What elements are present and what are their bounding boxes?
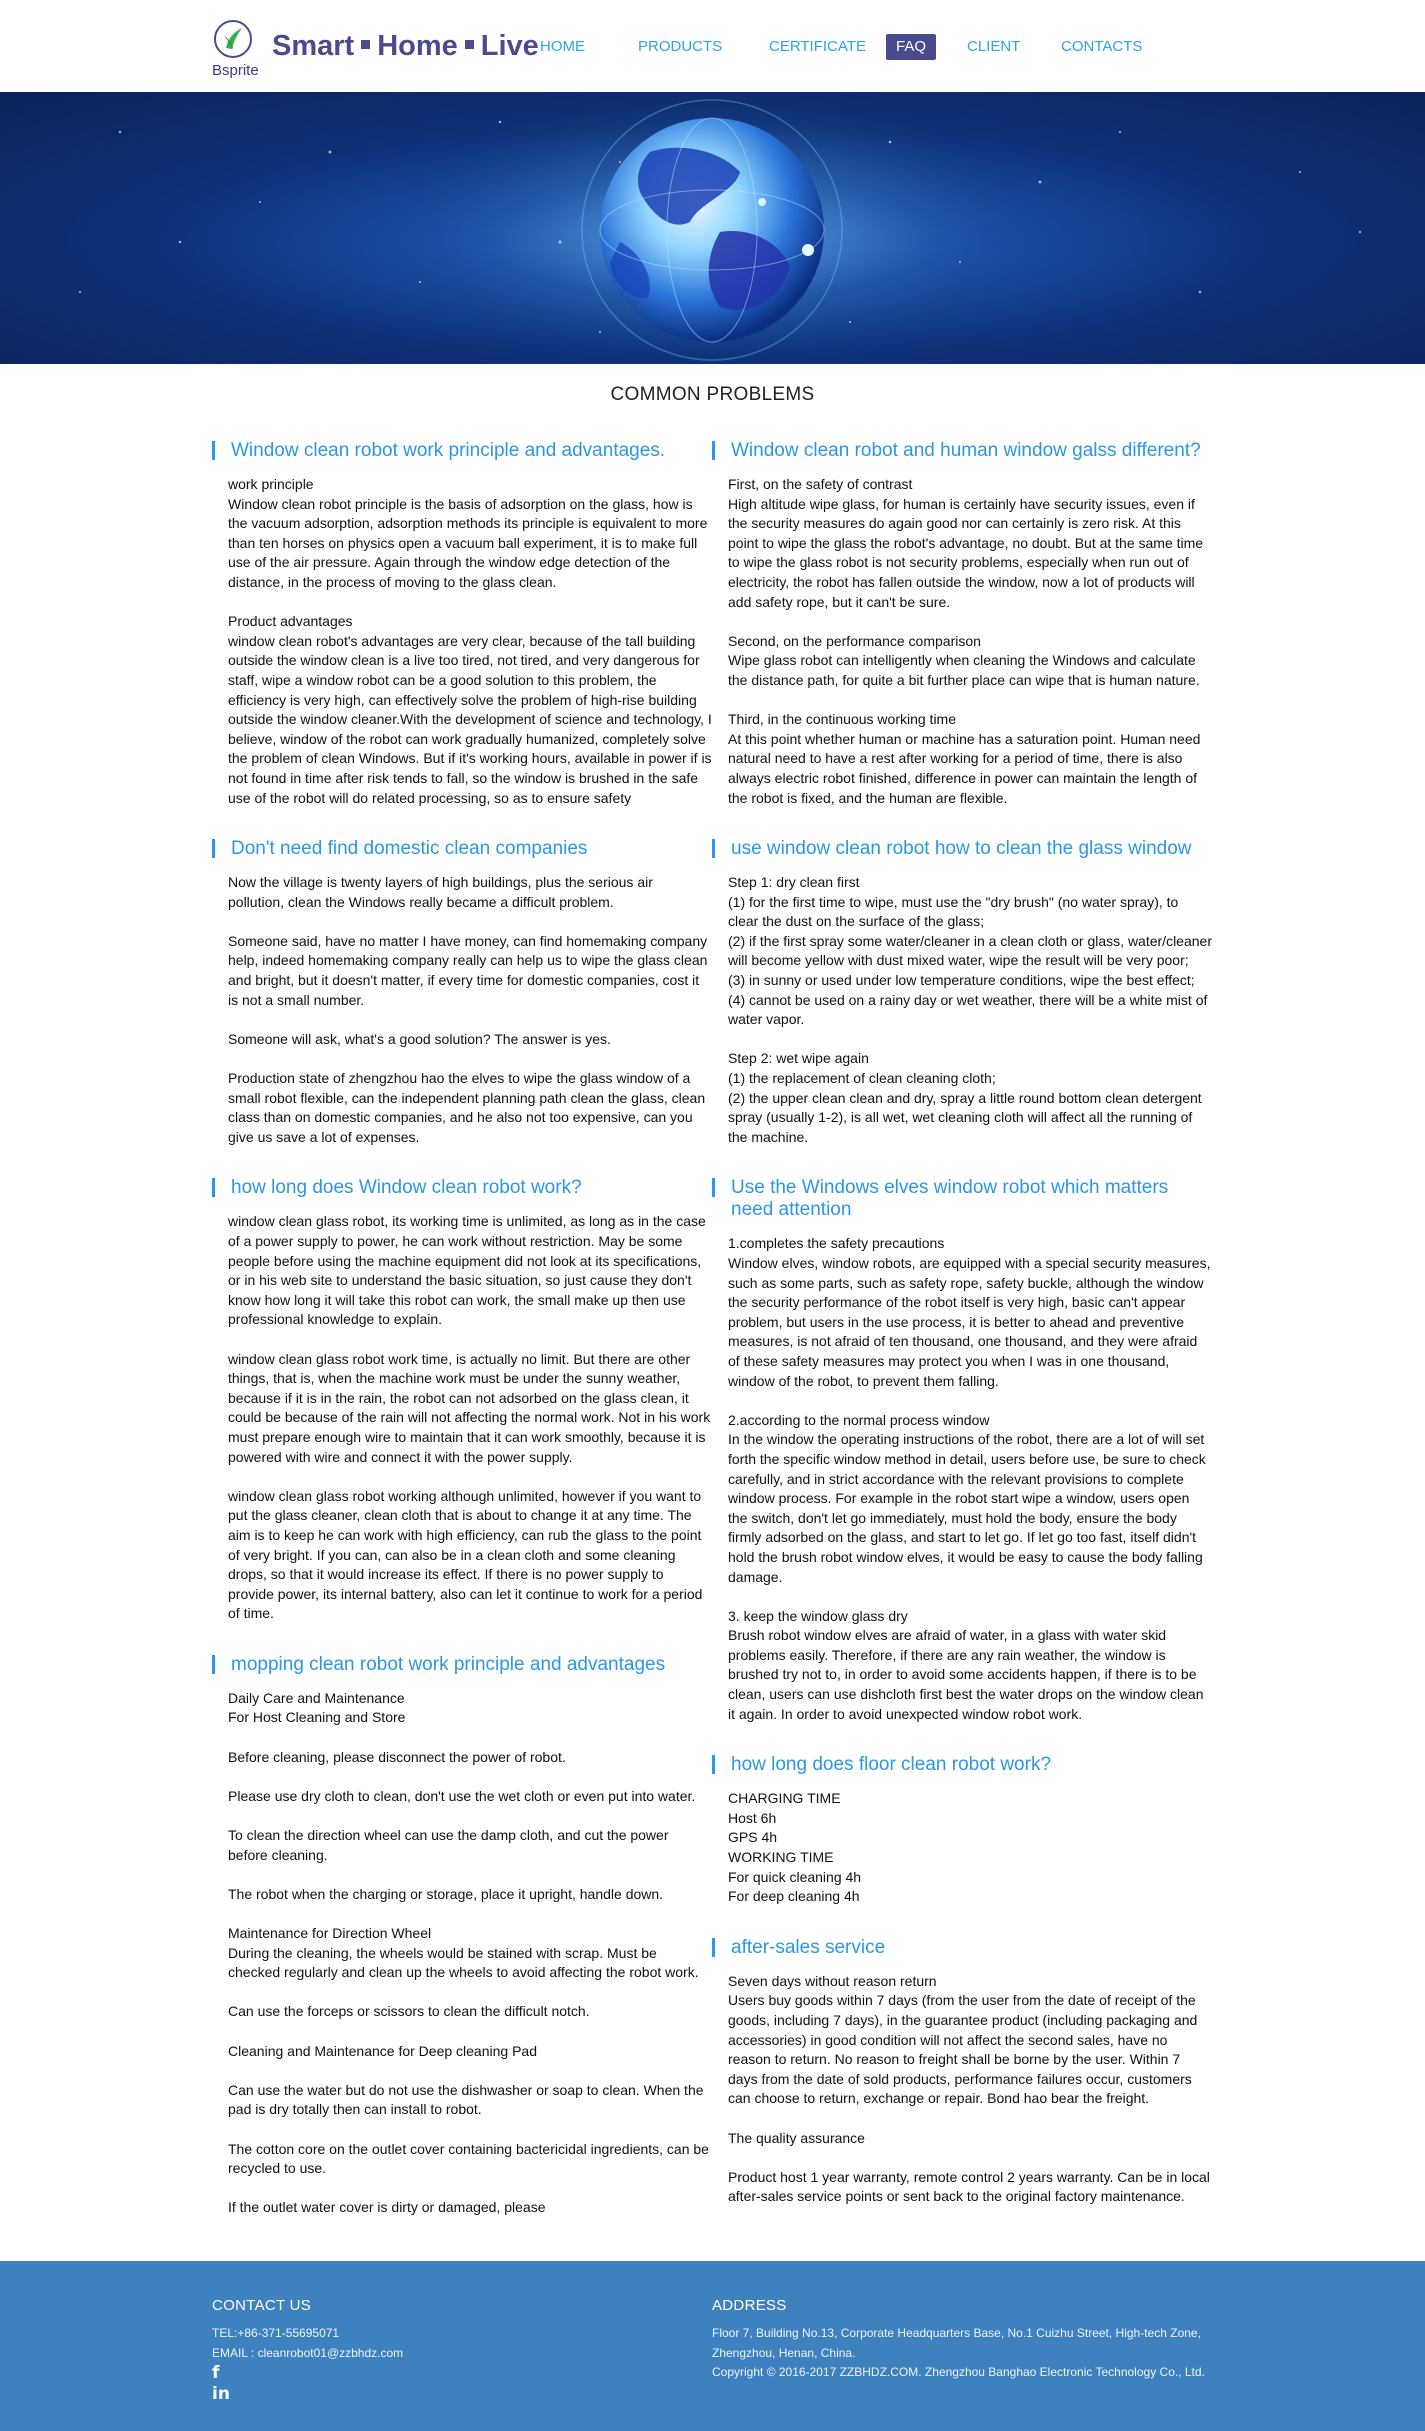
paragraph-gap	[728, 612, 1212, 632]
paragraph-gap	[228, 1983, 712, 2003]
answer-text: Product host 1 year warranty, remote control 2 years warranty. Can be in local after-sales service points or sent back to the original factory maintenance.	[728, 2168, 1210, 2205]
paragraph-gap	[728, 1391, 1212, 1411]
answer-text: If the outlet water cover is dirty or damaged, please	[228, 2199, 546, 2216]
answer-text: (1) the replacement of clean cleaning cloth;	[728, 1070, 996, 1087]
page-title: COMMON PROBLEMS	[610, 384, 815, 405]
answer-text: Someone said, have no matter I have money, can find homemaking company help, indeed homemaking company really can help us to wipe the glass clean and bright, but it doesn't matter, if every time for domestic companies, cost it is not a small number.	[228, 932, 708, 1008]
faq-answer	[712, 873, 1212, 1147]
answer-text: work principle	[228, 476, 314, 492]
nav-client[interactable]: CLIENT	[967, 38, 1021, 55]
answer-text: Window clean robot principle is the basis of adsorption on the glass, how is the vacuum adsorption, adsorption methods its principle is equivalent to more than ten horses on physics open a vacuum ball experiment, it is to make full use of the air pressure. Again through the window edge detection of the distance, in the process of moving to the glass clean.	[228, 495, 708, 590]
faq-question: mopping clean robot work principle and advantages	[212, 1654, 712, 1676]
paragraph-gap	[228, 1806, 712, 1826]
faq-answer	[212, 1689, 712, 2218]
logo-subtitle: Bsprite	[212, 62, 259, 79]
logo-word-live: Live	[480, 30, 539, 62]
paragraph-gap	[728, 2109, 1212, 2129]
nav-home[interactable]: HOME	[540, 38, 585, 55]
faq-question: after-sales service	[712, 1937, 1212, 1959]
paragraph-gap	[228, 1049, 712, 1069]
footer-address-line: Zhengzhou, Henan, China.	[712, 2345, 856, 2360]
answer-text: Can use the forceps or scissors to clean the difficult notch.	[228, 2003, 590, 2020]
answer-text: The quality assurance	[728, 2129, 865, 2146]
paragraph-gap	[228, 1467, 712, 1487]
answer-text: High altitude wipe glass, for human is certainly have security issues, even if the security measures do again good nor can certainly is zero risk. At this point to wipe the glass the robot's advantage, no doubt. But at the same time to wipe the glass robot is not security problems, especially when run out of electricity, the robot has fallen outside the window, now a lot of products will add safety rope, but it can't be sure.	[728, 495, 1204, 610]
faq-question: use window clean robot how to clean the glass window	[712, 838, 1212, 860]
logo-word-smart: Smart	[272, 30, 355, 62]
faq-item	[712, 1937, 1212, 2207]
answer-text: Someone will ask, what's a good solution? The answer is yes.	[228, 1030, 611, 1047]
answer-text: (2) the upper clean clean and dry, spray a little round bottom clean detergent spray (usually 1-2), is all wet, wet cleaning cloth will affect all the running of the machine.	[728, 1089, 1202, 1145]
nav-products[interactable]: PRODUCTS	[638, 38, 723, 55]
paragraph-gap	[228, 2022, 712, 2042]
answer-text: Before cleaning, please disconnect the power of robot.	[228, 1748, 566, 1765]
faq-item	[712, 440, 1212, 808]
paragraph-gap	[228, 912, 712, 932]
logo-word-home: Home	[377, 30, 458, 62]
answer-text: For deep cleaning 4h	[728, 1888, 860, 1905]
faq-answer	[712, 1789, 1212, 1907]
faq-answer	[712, 475, 1212, 808]
footer-contact-title: CONTACT US	[212, 2297, 312, 2314]
faq-item	[212, 1177, 712, 1623]
facebook-icon[interactable]: f	[212, 2363, 220, 2383]
paragraph-gap	[728, 1587, 1212, 1607]
answer-text: (4) cannot be used on a rainy day or wet weather, there will be a white mist of water vapor.	[728, 991, 1208, 1028]
faq-item	[212, 838, 712, 1147]
paragraph-gap	[228, 1010, 712, 1030]
answer-text: At this point whether human or machine has a saturation point. Human need natural need to have a rest after working for a period of time, there is also always electric robot finished, difference in power can maintain the length of the robot is fixed, and the human are flexible.	[728, 730, 1201, 806]
answer-text: Wipe glass robot can intelligently when cleaning the Windows and calculate the distance path, for quite a bit further place can wipe that is human nature.	[728, 652, 1200, 688]
paragraph-gap	[728, 691, 1212, 711]
answer-text: During the cleaning, the wheels would be stained with scrap. Must be checked regularly and clean up the wheels to avoid affecting the robot work.	[228, 1944, 699, 1981]
site-footer	[0, 2261, 1425, 2431]
answer-text: The cotton core on the outlet cover containing bactericidal ingredients, can be recycled to use.	[228, 2140, 709, 2177]
paragraph-gap	[228, 1767, 712, 1787]
answer-text: Step 1: dry clean first	[728, 874, 860, 891]
answer-text: Third, in the continuous working time	[728, 711, 956, 728]
answer-text: Users buy goods within 7 days (from the user from the date of receipt of the goods, including 7 days), in the guarantee product (including packaging and accessories) in good condition will not affect the second sales, have no reason to return. No reason to freight shall be borne by the user. Within 7 days from the date of sold products, performance failures occur, customers can choose to return, exchange or repair. Bond hao bear the freight.	[728, 1992, 1198, 2107]
answer-text: Seven days without reason return	[728, 1972, 937, 1989]
answer-text: window clean glass robot, its working time is unlimited, as long as in the case of a power supply to power, he can work without restriction. May be some people before using the machine equipment did not look at its specifications, or in his web site to understand the basic situation, so just cause they don't know how long it will take this robot can work, the small make up then use professional knowledge to explain.	[228, 1213, 706, 1328]
paragraph-gap	[228, 1330, 712, 1350]
logo[interactable]	[212, 18, 539, 82]
answer-text: Daily Care and Maintenance	[228, 1689, 405, 1706]
answer-text: 1.completes the safety precautions	[728, 1235, 945, 1252]
answer-text: 2.according to the normal process window	[728, 1411, 990, 1428]
faq-item	[212, 440, 712, 808]
answer-text: First, on the safety of contrast	[728, 476, 913, 492]
answer-text: window clean glass robot work time, is actually no limit. But there are other things, that is, when the machine work must be under the sunny weather, because if it is in the rain, the robot can not adsorbed on the glass clean, it could be because of the rain will not affecting the normal work. Not in his work must prepare enough wire to maintain that it can work smoothly, because it is powered with wire and connect it with the power supply.	[228, 1350, 711, 1465]
faq-question: Don't need find domestic clean companies	[212, 838, 712, 860]
answer-text: In the window the operating instructions of the robot, there are a lot of will set forth the specific window method in detail, users before use, be sure to check carefully, and in strict accordance with the relevant provisions to complete window process. For example in the robot start wipe a window, users open the switch, don't let go immediately, must hold the body, ensure the body firmly adsorbed on the glass, and start to let go. If let go too fast, itself didn't hold the brush robot window elves, it would be easy to cause the body falling damage.	[728, 1431, 1206, 1585]
answer-text: Maintenance for Direction Wheel	[228, 1925, 432, 1941]
footer-address-line: Floor 7, Building No.13, Corporate Headquarters Base, No.1 Cuizhu Street, High-tech Zone,	[712, 2326, 1201, 2340]
paragraph-gap	[228, 2179, 712, 2199]
footer-tel[interactable]: TEL:+86-371-55695071	[212, 2326, 340, 2340]
faq-question: how long does Window clean robot work?	[212, 1177, 712, 1199]
hero-banner	[0, 92, 1425, 364]
faq-column-left	[212, 440, 712, 2248]
answer-text: (3) in sunny or used under low temperature conditions, wipe the best effect;	[728, 972, 1195, 989]
logo-dot	[465, 40, 474, 49]
faq-item	[712, 1754, 1212, 1907]
nav-faq[interactable]: FAQ	[886, 34, 936, 60]
faq-question: how long does floor clean robot work?	[712, 1754, 1212, 1776]
paragraph-gap	[228, 1865, 712, 1885]
answer-text: The robot when the charging or storage, place it upright, handle down.	[228, 1885, 664, 1902]
faq-column-right	[712, 440, 1212, 2237]
answer-text: Production state of zhengzhou hao the elves to wipe the glass window of a small robot flexible, can the independent planning path clean the glass, clean class than on domestic companies, and he also not too expensive, can you give us save a lot of expenses.	[228, 1070, 706, 1145]
footer-address-title: ADDRESS	[712, 2297, 787, 2314]
answer-text: Step 2: wet wipe again	[728, 1050, 869, 1067]
answer-text: Window elves, window robots, are equipped with a special security measures, such as some parts, such as safety rope, safety buckle, although the window the security performance of the robot itself is very high, basic can't appear problem, but users in the use process, it is better to ahead and preventive measures, is not afraid of ten thousand, one thousand, and they were afraid of these safety measures may protect you when I was in one thousand, window of the robot, to prevent them falling.	[728, 1255, 1211, 1389]
footer-copyright: Copyright © 2016-2017 ZZBHDZ.COM. Zhengzhou Banghao Electronic Technology Co., Ltd.	[712, 2365, 1205, 2379]
paragraph-gap	[228, 2061, 712, 2081]
faq-item	[212, 1654, 712, 2218]
answer-text: (2) if the first spray some water/cleaner in a clean cloth or glass, water/cleaner will become yellow with dust mixed water, wipe the result will be very poor;	[728, 932, 1212, 969]
answer-text: Second, on the performance comparison	[728, 632, 981, 649]
answer-text: WORKING TIME	[728, 1849, 834, 1866]
faq-item	[712, 838, 1212, 1147]
nav-contacts[interactable]: CONTACTS	[1061, 38, 1143, 55]
answer-text: To clean the direction wheel can use the damp cloth, and cut the power before cleaning.	[228, 1827, 669, 1863]
footer-address	[712, 2297, 1232, 2383]
faq-item	[712, 1177, 1212, 1724]
answer-text: Host 6h	[728, 1809, 777, 1826]
nav-certificate[interactable]: CERTIFICATE	[769, 38, 866, 55]
logo-icon	[212, 18, 254, 64]
answer-text: 3. keep the window glass dry	[728, 1607, 908, 1624]
faq-answer	[712, 1972, 1212, 2207]
answer-text: Brush robot window elves are afraid of water, in a glass with water skid problems easily. Therefore, if there are any rain weather, the window is brushed try not to, in order to avoid some accidents happen, if there is to be clean, users can use dishcloth first best the water drops on the window clean it again. In order to avoid unexpected window robot work.	[728, 1627, 1204, 1722]
faq-question: Window clean robot and human window galss different?	[712, 440, 1212, 462]
faq-question: Window clean robot work principle and advantages.	[212, 440, 712, 462]
site-header	[0, 0, 1425, 92]
answer-text: Product advantages	[228, 613, 353, 630]
faq-question: Use the Windows elves window robot which matters need attention	[712, 1177, 1212, 1221]
paragraph-gap	[728, 2148, 1212, 2168]
linkedin-icon[interactable]: in	[212, 2384, 230, 2404]
globe-illustration	[0, 92, 1425, 364]
paragraph-gap	[228, 1728, 712, 1748]
paragraph-gap	[228, 1904, 712, 1924]
answer-text: (1) for the first time to wipe, must use the "dry brush" (no water spray), to clear the dust on the surface of the glass;	[728, 893, 1179, 930]
logo-text	[272, 30, 539, 63]
faq-answer	[212, 475, 712, 808]
answer-text: Cleaning and Maintenance for Deep cleaning Pad	[228, 2042, 537, 2059]
paragraph-gap	[228, 2120, 712, 2140]
answer-text: For quick cleaning 4h	[728, 1868, 862, 1885]
paragraph-gap	[228, 593, 712, 613]
footer-contact	[212, 2297, 403, 2405]
answer-text: For Host Cleaning and Store	[228, 1709, 406, 1726]
faq-answer	[212, 873, 712, 1147]
answer-text: window clean robot's advantages are very clear, because of the tall building outside the window clean is a live too tired, not tired, and very dangerous for staff, wipe a window robot can be a good solution to this problem, the efficiency is very high, can effectively solve the problem of high-rise building outside the window cleaner.With the development of science and technology, I believe, window of the robot can work gradually humanized, completely solve the problem of clean Windows. But if it's working hours, available in power if is not found in time after risk tends to fall, so the window is brushed in the safe use of the robot will do related processing, so as to ensure safety	[228, 632, 712, 806]
footer-email[interactable]: EMAIL : cleanrobot01@zzbhdz.com	[212, 2345, 404, 2360]
logo-dot	[361, 40, 370, 49]
answer-text: window clean glass robot working although unlimited, however if you want to put the glass cleaner, clean cloth that is about to change it at any time. The aim is to keep he can work with high efficiency, can rub the glass to the point of very bright. If you can, can also be in a clean cloth and some cleaning drops, so that it would increase its effect. If there is no power supply to provide power, its internal battery, also can let it continue to work for a period of time.	[228, 1487, 703, 1622]
answer-text: GPS 4h	[728, 1829, 778, 1846]
answer-text: Now the village is twenty layers of high buildings, plus the serious air pollution, clean the Windows really became a difficult problem.	[228, 874, 653, 910]
faq-answer	[212, 1212, 712, 1623]
faq-answer	[712, 1234, 1212, 1724]
answer-text: Please use dry cloth to clean, don't use the wet cloth or even put into water.	[228, 1787, 696, 1804]
answer-text: CHARGING TIME	[728, 1790, 841, 1807]
answer-text: Can use the water but do not use the dishwasher or soap to clean. When the pad is dry totally then can install to robot.	[228, 2081, 704, 2118]
paragraph-gap	[728, 1030, 1212, 1050]
